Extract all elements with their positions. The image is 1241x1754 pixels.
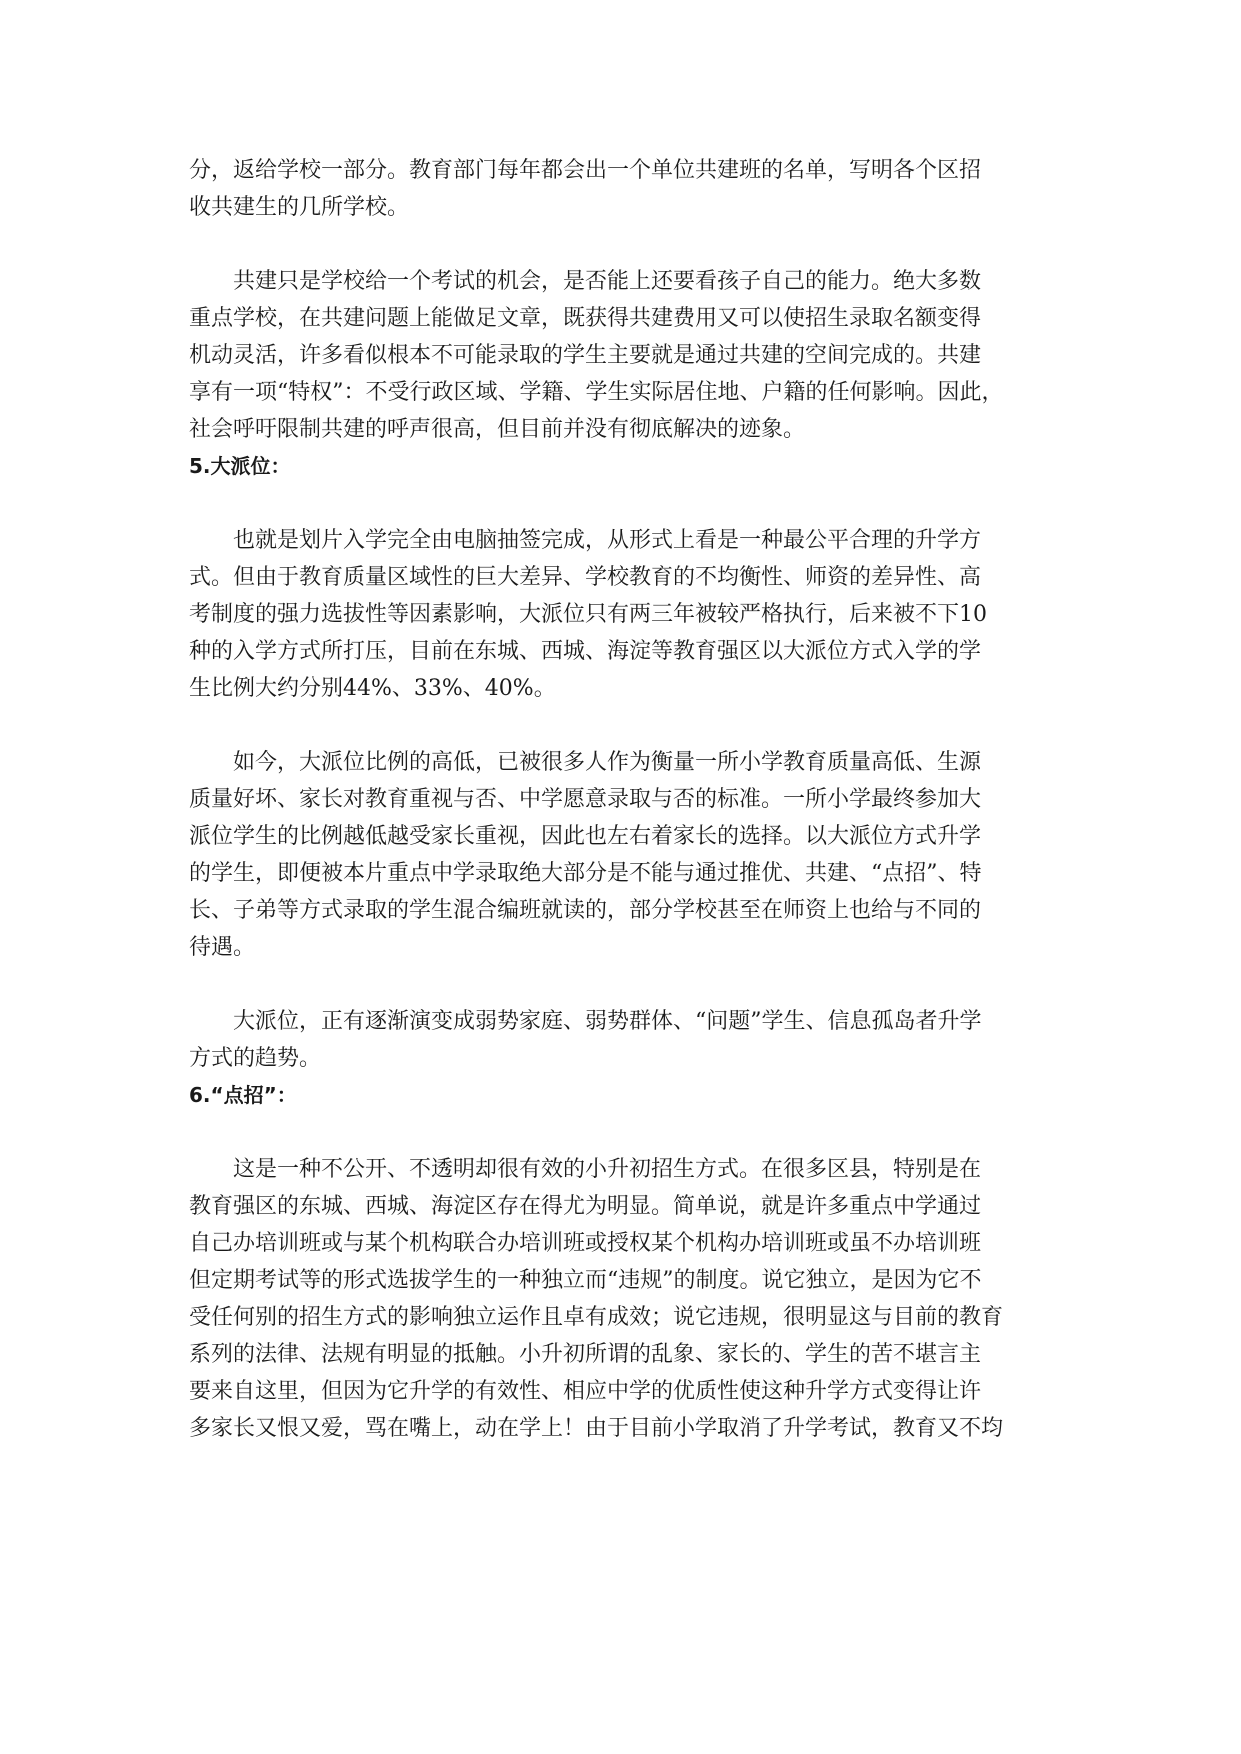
text-line: 方式的趋势。 [189,1046,322,1071]
text-line: 机动灵活，许多看似根本不可能录取的学生主要就是通过共建的空间完成的。共建 [189,343,982,368]
paragraph-dapaiwei-trend [189,1003,1079,1077]
paragraph-dapaiwei-intro [189,522,1079,707]
text-line: 质量好坏、家长对教育重视与否、中学愿意录取与否的标准。一所小学最终参加大 [189,787,982,812]
paragraph-gongjian [189,263,1079,448]
paragraph-gap [189,485,1079,522]
text-line: 但定期考试等的形式选拔学生的一种独立而“违规”的制度。说它独立，是因为它不 [189,1268,982,1293]
text-line: 待遇。 [189,935,256,960]
text-line: 这是一种不公开、不透明却很有效的小升初招生方式。在很多区县，特别是在 [233,1157,982,1182]
section-heading-dapaiwei: 5.大派位： [189,454,291,478]
section-heading-dianzhao: 6.“点招”： [189,1083,297,1107]
text-line: 生比例大约分别44%、33%、40%。 [189,676,556,701]
paragraph-gap [189,1114,1079,1151]
text-line: 也就是划片入学完全由电脑抽签完成，从形式上看是一种最公平合理的升学方 [233,528,982,553]
text-line: 大派位，正有逐渐演变成弱势家庭、弱势群体、“问题”学生、信息孤岛者升学 [233,1009,982,1034]
text-line: 自己办培训班或与某个机构联合办培训班或授权某个机构办培训班或虽不办培训班 [189,1231,982,1256]
text-line: 共建只是学校给一个考试的机会，是否能上还要看孩子自己的能力。绝大多数 [233,269,982,294]
text-line: 式。但由于教育质量区域性的巨大差异、学校教育的不均衡性、师资的差异性、高 [189,565,982,590]
paragraph-dianzhao [189,1151,1079,1447]
text-line: 如今，大派位比例的高低，已被很多人作为衡量一所小学教育质量高低、生源 [233,750,982,775]
text-line: 种的入学方式所打压，目前在东城、西城、海淀等教育强区以大派位方式入学的学 [189,639,982,664]
text-line: 考制度的强力选拔性等因素影响，大派位只有两三年被较严格执行，后来被不下10 [189,602,987,627]
text-line: 受任何别的招生方式的影响独立运作且卓有成效；说它违规，很明显这与目前的教育 [189,1305,1004,1330]
text-line: 社会呼吁限制共建的呼声很高，但目前并没有彻底解决的迹象。 [189,417,806,442]
paragraph-continuation [189,152,1079,226]
paragraph-gap [189,707,1079,744]
text-line: 系列的法律、法规有明显的抵触。小升初所谓的乱象、家长的、学生的苦不堪言主 [189,1342,982,1367]
text-line: 重点学校，在共建问题上能做足文章，既获得共建费用又可以使招生录取名额变得 [189,306,982,331]
paragraph-gap [189,966,1079,1003]
text-line: 多家长又恨又爱，骂在嘴上，动在学上！由于目前小学取消了升学考试，教育又不均 [189,1416,1004,1441]
text-line: 要来自这里，但因为它升学的有效性、相应中学的优质性使这种升学方式变得让许 [189,1379,982,1404]
text-line: 分，返给学校一部分。教育部门每年都会出一个单位共建班的名单，写明各个区招 [189,158,982,183]
text-line: 享有一项“特权”：不受行政区域、学籍、学生实际居住地、户籍的任何影响。因此， [189,380,1004,405]
paragraph-dapaiwei-ratio [189,744,1079,966]
text-line: 派位学生的比例越低越受家长重视，因此也左右着家长的选择。以大派位方式升学 [189,824,982,849]
text-line: 收共建生的几所学校。 [189,195,410,220]
document-page [189,152,1079,1447]
text-line: 的学生，即便被本片重点中学录取绝大部分是不能与通过推优、共建、“点招”、特 [189,861,982,886]
text-line: 长、子弟等方式录取的学生混合编班就读的，部分学校甚至在师资上也给与不同的 [189,898,982,923]
paragraph-gap [189,226,1079,263]
text-line: 教育强区的东城、西城、海淀区存在得尤为明显。简单说，就是许多重点中学通过 [189,1194,982,1219]
